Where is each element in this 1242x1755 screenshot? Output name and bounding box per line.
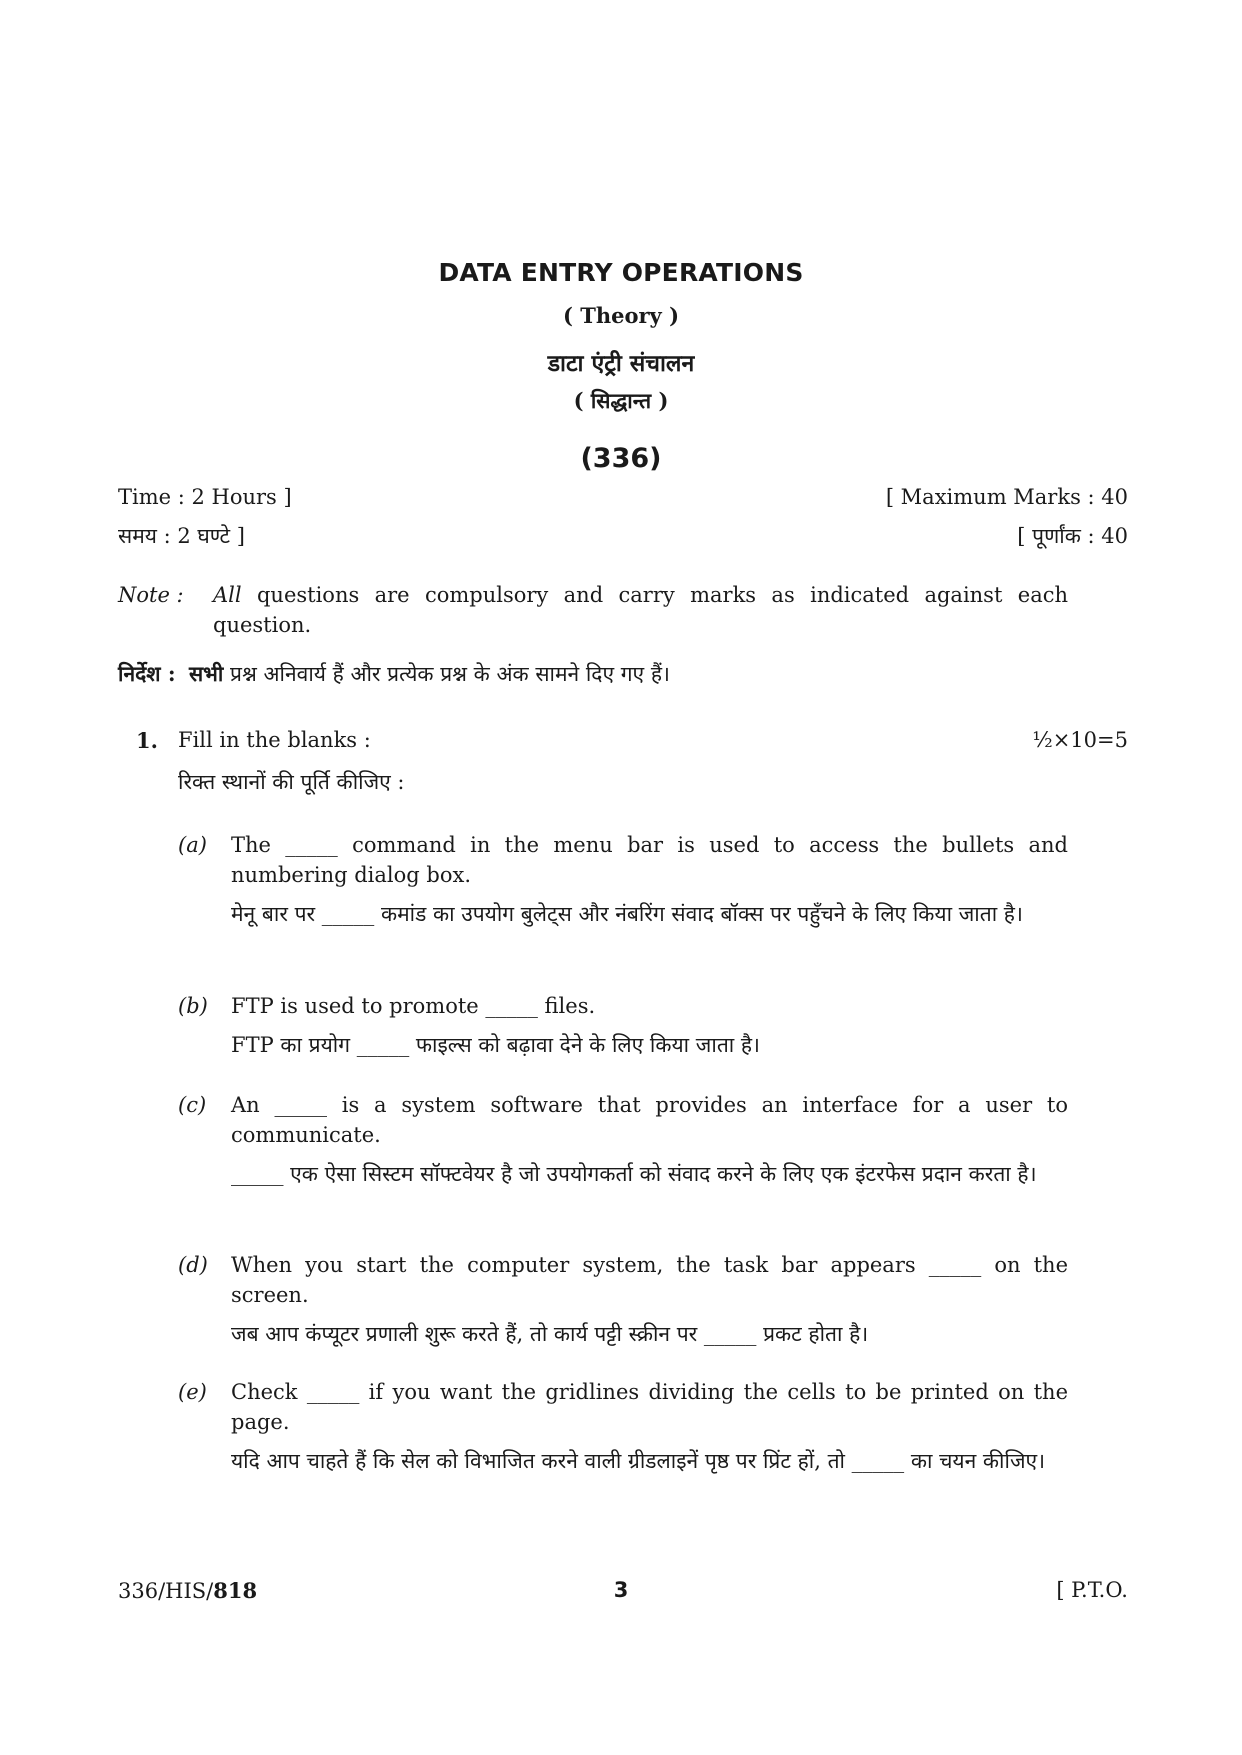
sub-question-hindi: जब आप कंप्यूटर प्रणाली शुरू करते हैं, तो कार्य पट्टी स्क्रीन पर _____ प्रकट होता है। xyxy=(231,1322,869,1346)
sub-question-english: When you start the computer system, the task bar appears _____ on the screen. xyxy=(231,1253,1068,1307)
pto-label: [ P.T.O. xyxy=(1056,1578,1128,1602)
sub-question-label: (e) xyxy=(178,1380,207,1404)
paper-subtitle-hindi: ( सिद्धान्त ) xyxy=(573,388,669,413)
sub-question-label: (a) xyxy=(178,833,207,857)
note-emphasis: All xyxy=(213,583,242,607)
sub-question-hindi: FTP का प्रयोग _____ फाइल्स को बढ़ावा देने के लिए किया जाता है। xyxy=(231,1033,761,1057)
question-marks: ½×10=5 xyxy=(1032,728,1128,752)
sub-question-label: (b) xyxy=(178,994,208,1018)
paper-title-hindi: डाटा एंट्री संचालन xyxy=(547,350,695,377)
paper-title: DATA ENTRY OPERATIONS xyxy=(438,258,804,287)
sub-question-english: The _____ command in the menu bar is used to access the bullets and numbering dialog box. xyxy=(231,833,1068,887)
max-marks-label: [ Maximum Marks : 40 xyxy=(885,485,1128,509)
sub-question-hindi: मेनू बार पर _____ कमांड का उपयोग बुलेट्स और नंबरिंग संवाद बॉक्स पर पहुँचने के लिए किया जाता है। xyxy=(231,902,1023,926)
note-text xyxy=(213,580,1068,640)
footer-code-prefix: 336/HIS/ xyxy=(118,1579,214,1603)
sub-question-hindi: यदि आप चाहते हैं कि सेल को विभाजित करने वाली ग्रीडलाइनें पृष्ठ पर प्रिंट हों, तो _____ का चयन कीजिए। xyxy=(231,1449,1046,1473)
max-marks-label-hindi: [ पूर्णांक : 40 xyxy=(1017,524,1128,548)
note-emphasis-hindi: सभी xyxy=(188,661,224,686)
question-text-hindi: रिक्त स्थानों की पूर्ति कीजिए : xyxy=(178,770,405,794)
note-label-hindi: निर्देश : xyxy=(118,661,176,686)
sub-question-label: (d) xyxy=(178,1253,208,1277)
note-label: Note : xyxy=(118,583,184,607)
sub-question-english: Check _____ if you want the gridlines dividing the cells to be printed on the page. xyxy=(231,1380,1068,1434)
time-marks-row xyxy=(118,485,1128,509)
note-body: questions are compulsory and carry marks as indicated against each question. xyxy=(213,583,1068,637)
note-hindi xyxy=(118,660,670,688)
sub-question-english: FTP is used to promote _____ files. xyxy=(231,994,596,1018)
question-number: 1. xyxy=(136,728,158,753)
time-label-hindi: समय : 2 घण्टे ] xyxy=(118,524,246,548)
question-text: Fill in the blanks : xyxy=(178,728,371,752)
sub-question-label: (c) xyxy=(178,1093,207,1117)
time-label: Time : 2 Hours ] xyxy=(118,485,292,509)
paper-code: (336) xyxy=(580,443,662,474)
page-number: 3 xyxy=(613,1578,629,1602)
sub-question-hindi: _____ एक ऐसा सिस्टम सॉफ्टवेयर है जो उपयोगकर्ता को संवाद करने के लिए एक इंटरफेस प्रदान करता है। xyxy=(231,1162,1037,1186)
paper-subtitle: ( Theory ) xyxy=(562,303,680,328)
time-marks-row-hindi xyxy=(118,522,1128,550)
note-body-hindi: प्रश्न अनिवार्य हैं और प्रत्येक प्रश्न के अंक सामने दिए गए हैं। xyxy=(223,662,670,686)
sub-question-english: An _____ is a system software that provides an interface for a user to communicate. xyxy=(231,1093,1068,1147)
footer-code-number: 818 xyxy=(213,1578,258,1603)
